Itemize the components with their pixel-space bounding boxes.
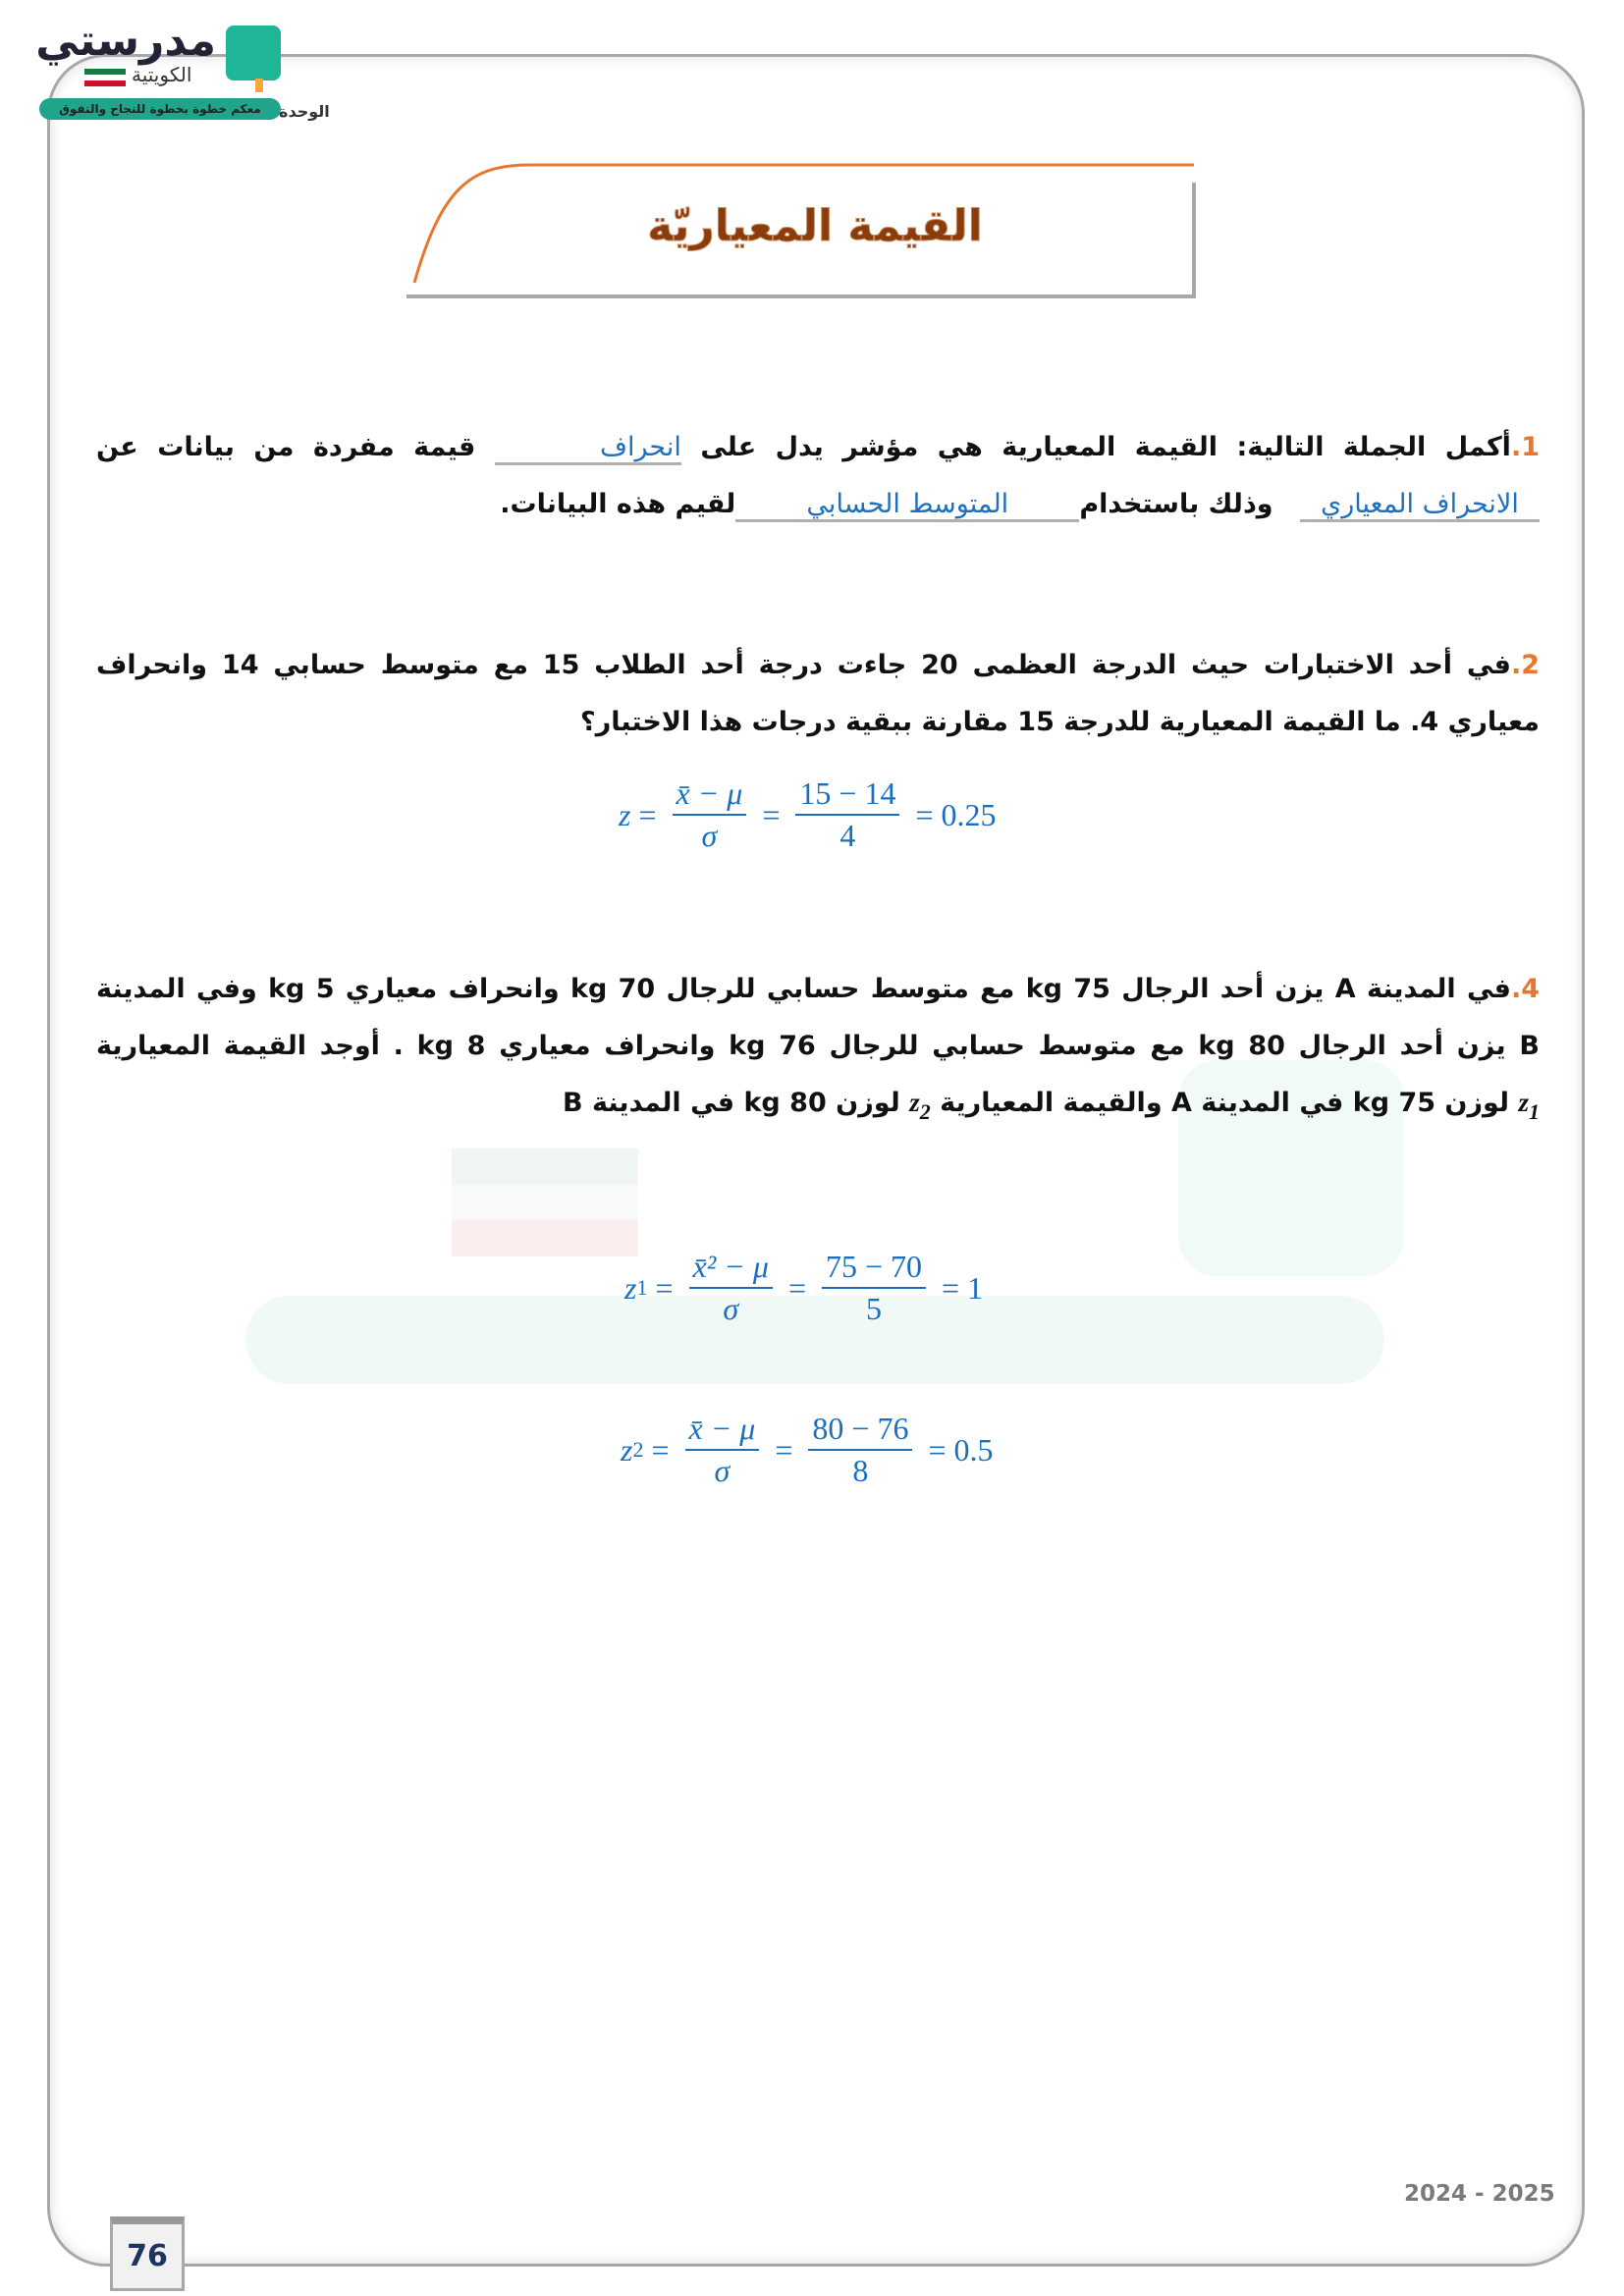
page-title: القيمة المعياريّة: [647, 201, 983, 251]
unit-label: الوحدة: [279, 102, 330, 121]
question-4-line-1: 4.في المدينة A يزن أحد الرجال 75 kg مع متوسط حسابي للرجال 70 kg وانحراف معياري 5 kg وفي المدينة: [96, 974, 1541, 1004]
kuwait-flag-icon: [84, 69, 126, 86]
answer-blank-3: المتوسط الحسابي: [735, 490, 1079, 522]
logo: [35, 16, 330, 128]
question-2-line-2: معياري 4. ما القيمة المعيارية للدرجة 15 مقارنة ببقية درجات هذا الاختبار؟: [580, 707, 1540, 737]
question-4-line-2: B يزن أحد الرجال 80 kg مع متوسط حسابي للرجال 76 kg وانحراف معياري 8 kg . أوجد القيمة المعيارية: [96, 1031, 1541, 1061]
question-2-line-1: 2.في أحد الاختبارات حيث الدرجة العظمى 20 جاءت درجة أحد الطلاب 15 مع متوسط حسابي 14 وانحراف: [96, 650, 1540, 680]
page-number: 76: [110, 2216, 185, 2291]
question-1-line-1: 1.أكمل الجملة التالية: القيمة المعيارية هي مؤشر يدل على انحراف قيمة مفردة من بيانات عن: [96, 432, 1540, 465]
equation-z2: z 2 = $\frac{x̄ - \mu}{\sigma}$ = $\frac{80 - 76}{8}$ = 0.5: [621, 1411, 994, 1488]
fraction-values: $\frac{15 - 14}{4}$: [795, 775, 899, 854]
equation-z: z = $\frac{x̄ - \mu}{\sigma}$ = $\frac{15 - 14}{4}$ = 0.25: [619, 775, 997, 853]
answer-blank-1: انحراف: [495, 433, 681, 465]
question-4-line-3: $z_1$ لوزن 75 kg في المدينة A والقيمة المعيارية $z_2$ لوزن 80 kg في المدينة B: [563, 1088, 1540, 1124]
logo-country: الكويتية: [132, 63, 192, 86]
fraction-formula: $\frac{x̄ - \mu}{\sigma}$: [673, 775, 747, 854]
school-year: 2024 - 2025: [1404, 2181, 1555, 2207]
logo-slogan: معكم خطوة بخطوة للنجاح والتفوق: [39, 98, 281, 120]
logo-icon: [226, 26, 281, 80]
logo-name: مدرستي: [35, 16, 216, 66]
equation-z1: z 1 = $\frac{\text{x̄² − μ}}{\sigma}$ = $\frac{75 - 70}{5}$ = 1: [624, 1249, 984, 1326]
answer-blank-2: الانحراف المعياري: [1300, 490, 1540, 522]
question-1-line-2: الانحراف المعياري وذلك باستخدامالمتوسط الحسابيلقيم هذه البيانات.: [96, 489, 1540, 522]
